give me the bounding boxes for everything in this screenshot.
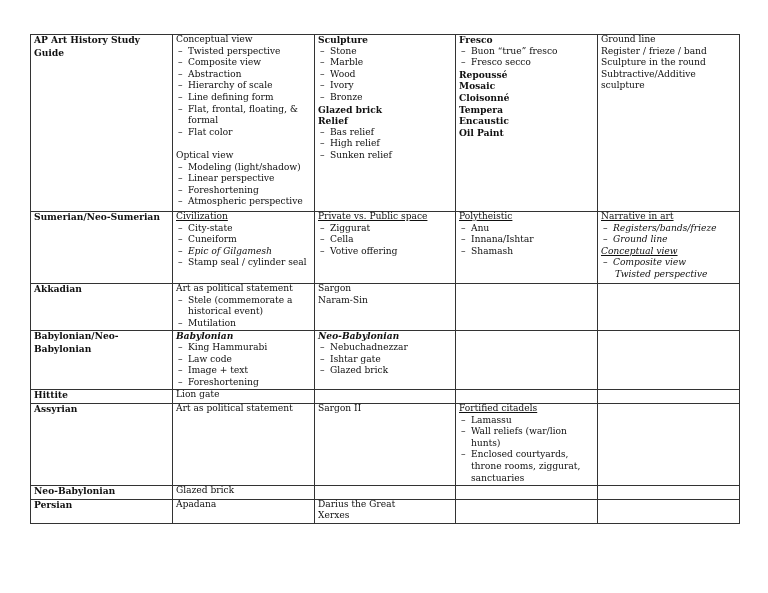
period-cell [31,331,173,390]
list [318,47,452,105]
table-row [31,499,740,523]
list-item: – Cella [318,235,452,247]
list-item: – Cuneiform [176,235,311,247]
period-cell [31,486,173,500]
list-item: – High relief [318,139,452,151]
period-label: Sumerian/Neo-Sumerian [34,212,160,223]
cell [315,486,456,500]
cell [173,499,315,523]
list-item: – Atmospheric perspective [176,197,311,209]
cell-heading: Optical view [176,150,234,161]
list [459,47,594,70]
list-item: – Twisted perspective [176,47,311,59]
list-item: – Anu [459,224,594,236]
cell-term: Tempera [459,104,503,116]
cell-heading: Babylonian [176,331,234,343]
list-item: – Stele (commemorate a historical event) [176,296,311,319]
table-row [31,390,740,404]
cell-heading: Fresco [459,35,493,46]
list-item: – Abstraction [176,70,311,82]
list-item: – Line defining form [176,93,311,105]
table-row [31,331,740,390]
period-label: Hittite [34,390,68,402]
cell [456,212,598,284]
list [176,343,311,389]
cell-term: Cloisonné [459,92,510,104]
cell [173,390,315,404]
list-item: – Bas relief [318,128,452,140]
cell-heading: Sculpture [318,35,368,46]
list [318,343,452,378]
cell [173,331,315,390]
cell-line: Darius the Great [318,499,396,510]
cell [315,331,456,390]
table-row [31,212,740,284]
cell [598,284,740,331]
cell-line: Art as political statement [176,403,293,414]
period-cell [31,212,173,284]
list-item: – Lamassu [459,416,594,428]
cell [456,390,598,404]
list [176,296,311,331]
cell-line: Apadana [176,499,217,510]
cell-terms [598,35,740,212]
cell [598,499,740,523]
period-label: Babylonian/Neo-Babylonian [34,331,119,355]
list-item: – Innana/Ishtar [459,235,594,247]
list-item: – Fresco secco [459,58,594,70]
period-label: Akkadian [34,284,82,295]
list-item: – Image + text [176,366,311,378]
list-item: – Modeling (light/shadow) [176,163,311,175]
list-item: – Foreshortening [176,186,311,198]
cell-line: Sculpture in the round [601,58,706,69]
cell [598,331,740,390]
period-label: Neo-Babylonian [34,486,116,498]
list-item: – Linear perspective [176,174,311,186]
list [318,224,452,259]
cell [315,284,456,331]
cell [456,486,598,500]
period-cell [31,390,173,404]
cell-term: Mosaic [459,81,496,93]
cell [173,212,315,284]
cell-heading: Neo-Babylonian [318,331,400,343]
cell-heading: Relief [318,116,348,128]
cell-heading: Glazed brick [318,104,383,116]
list-item: – Sunken relief [318,151,452,163]
cell [315,212,456,284]
cell-media [456,35,598,212]
period-cell [31,284,173,331]
cell [173,403,315,485]
list-item: – City-state [176,224,311,236]
list [601,224,736,247]
list-item: – Wood [318,70,452,82]
list-item: – Ishtar gate [318,355,452,367]
period-cell [31,403,173,485]
list-item: – Law code [176,355,311,367]
period-cell [31,35,173,212]
list [459,416,594,486]
cell [315,390,456,404]
table-row [31,284,740,331]
cell [456,403,598,485]
cell-heading: Art as political statement [176,284,293,294]
study-guide-table [30,34,740,524]
list-item: – Foreshortening [176,378,311,390]
list-item: – Composite view [176,58,311,70]
cell-line: Xerxes [318,511,350,522]
cell-heading: Polytheistic [459,212,513,222]
list-item: – Stamp seal / cylinder seal [176,258,311,270]
cell [598,212,740,284]
cell-line: Subtractive/Additive sculpture [601,69,696,92]
list-item: – Flat, frontal, floating, & formal [176,105,311,128]
list-item: – Bronze [318,93,452,105]
cell-term: Oil Paint [459,127,504,139]
cell [598,390,740,404]
cell-line: Sargon [318,284,352,294]
list-item: – Ziggurat [318,224,452,236]
list-item: – Ground line [601,235,736,247]
list-item: – Epic of Gilgamesh [176,247,311,259]
cell-line: Naram-Sin [318,295,368,306]
list-item: – Composite view [601,258,736,270]
list-item: – Glazed brick [318,366,452,378]
cell-sculpture [315,35,456,212]
period-label: Persian [34,499,73,511]
cell-heading: Conceptual view [601,246,678,257]
table-row [31,486,740,500]
document-title: AP Art History Study Guide [34,35,140,59]
list-item: – Buon “true” fresco [459,47,594,59]
cell [315,403,456,485]
period-label: Assyrian [34,403,78,415]
cell-conceptual-optical [173,35,315,212]
cell-heading: Private vs. Public space [318,212,428,222]
cell [598,486,740,500]
list [176,224,311,270]
list-item: – Registers/bands/frieze [601,224,736,236]
cell [598,403,740,485]
list-item: – Marble [318,58,452,70]
cell [456,284,598,331]
list [318,128,452,163]
list-item: – Votive offering [318,247,452,259]
list [459,224,594,259]
cell [315,499,456,523]
cell-heading: Narrative in art [601,212,674,222]
list-item: – Nebuchadnezzar [318,343,452,355]
cell [456,331,598,390]
cell-heading: Fortified citadels [459,403,538,414]
cell [456,499,598,523]
list-item: – King Hammurabi [176,343,311,355]
cell [173,486,315,500]
list-item: – Shamash [459,247,594,259]
list-item: – Ivory [318,81,452,93]
table-row [31,35,740,212]
list [176,47,311,140]
list-item: – Enclosed courtyards, throne rooms, ziggurat, sanctuaries [459,450,594,485]
cell-term: Encaustic [459,116,509,128]
period-cell [31,499,173,523]
list-item: – Stone [318,47,452,59]
cell-line: Glazed brick [176,486,235,497]
list [601,258,736,270]
list-item: – Wall reliefs (war/lion hunts) [459,427,594,450]
cell-line: Twisted perspective [615,269,708,280]
cell-line: Lion gate [176,390,220,401]
list [176,163,311,209]
cell-heading: Civilization [176,212,228,222]
list-item: – Mutilation [176,319,311,331]
list-item: – Flat color [176,128,311,140]
list-item: – Hierarchy of scale [176,81,311,93]
table-row [31,403,740,485]
cell-line: Sargon II [318,403,362,414]
cell-term: Repoussé [459,69,508,81]
cell-line: Ground line [601,35,656,45]
cell-heading: Conceptual view [176,35,253,45]
cell [173,284,315,331]
cell-line: Register / frieze / band [601,46,707,57]
